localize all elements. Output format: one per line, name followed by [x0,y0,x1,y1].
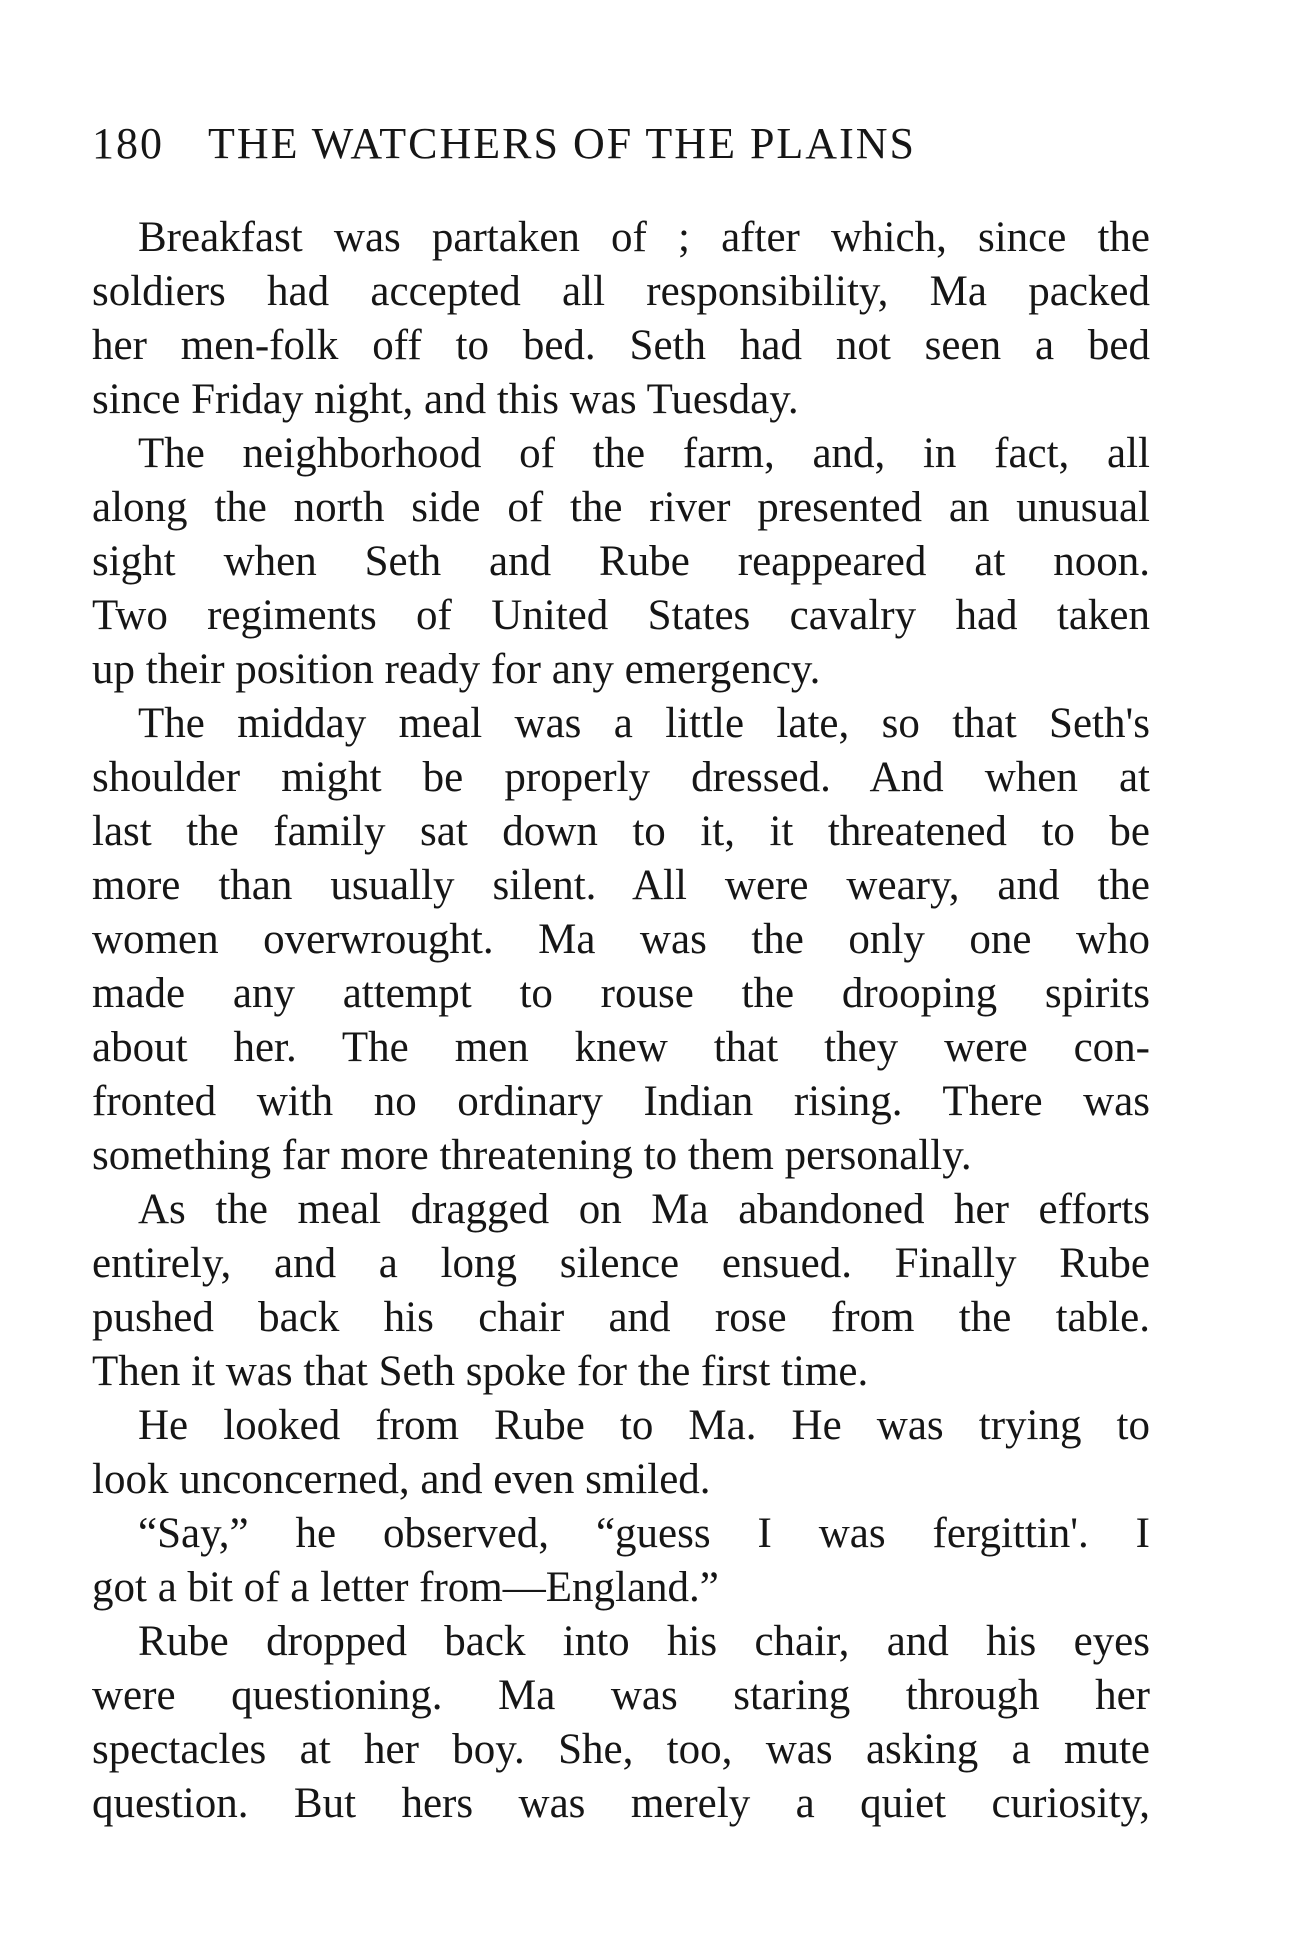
text-line: shoulder might be properly dressed. And when at [92,754,1150,801]
text-line: soldiers had accepted all responsibility, Ma packed [92,268,1150,315]
text-line: “Say,” he observed, “guess I was fergittin'. I [138,1510,1150,1557]
running-title: THE WATCHERS OF THE PLAINS [208,119,916,168]
text-line: more than usually silent. All were weary, and the [92,862,1150,909]
text-line: her men-folk off to bed. Seth had not seen a bed [92,322,1150,369]
text-line: since Friday night, and this was Tuesday. [92,376,799,423]
text-line: entirely, and a long silence ensued. Finally Rube [92,1240,1150,1287]
text-line: spectacles at her boy. She, too, was asking a mute [92,1726,1150,1773]
running-head [92,118,1150,170]
text-line: fronted with no ordinary Indian rising. There was [92,1078,1150,1125]
text-line: The midday meal was a little late, so that Seth's [138,700,1150,747]
text-line: women overwrought. Ma was the only one who [92,916,1150,963]
page-number: 180 [92,119,164,168]
text-line: along the north side of the river presented an unusual [92,484,1150,531]
text-line: The neighborhood of the farm, and, in fact, all [138,430,1150,477]
text-line: He looked from Rube to Ma. He was trying to [138,1402,1150,1449]
text-line: question. But hers was merely a quiet curiosity, [92,1780,1150,1827]
text-line: Then it was that Seth spoke for the first time. [92,1348,869,1395]
text-line: Rube dropped back into his chair, and his eyes [138,1618,1150,1665]
text-line: made any attempt to rouse the drooping spirits [92,970,1150,1017]
text-line: about her. The men knew that they were con- [92,1024,1150,1071]
text-line: got a bit of a letter from—England.” [92,1564,719,1611]
text-line: up their position ready for any emergency. [92,646,821,693]
text-line: pushed back his chair and rose from the table. [92,1294,1150,1341]
text-line: look unconcerned, and even smiled. [92,1456,711,1503]
body-text [92,211,1150,1831]
text-line: were questioning. Ma was staring through her [92,1672,1150,1719]
text-line: As the meal dragged on Ma abandoned her efforts [138,1186,1150,1233]
text-line: Two regiments of United States cavalry had taken [92,592,1150,639]
text-line: Breakfast was partaken of ; after which, since the [138,214,1150,261]
text-line: sight when Seth and Rube reappeared at noon. [92,538,1150,585]
text-line: last the family sat down to it, it threatened to be [92,808,1150,855]
text-line: something far more threatening to them personally. [92,1132,972,1179]
